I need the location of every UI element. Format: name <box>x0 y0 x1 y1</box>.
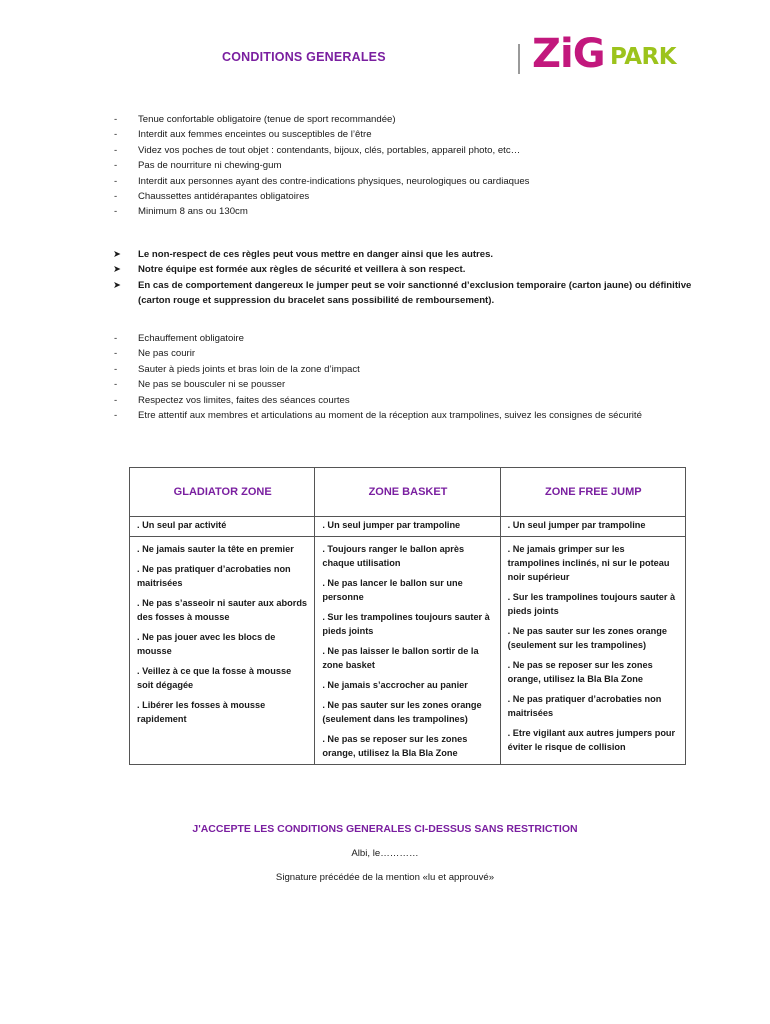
table-header-row <box>130 468 686 517</box>
rule-item: . Etre vigilant aux autres jumpers pour éviter le risque de collision <box>507 728 676 752</box>
table-cell: . Un seul jumper par trampoline <box>507 520 646 530</box>
list-item: - Echauffement obligatoire <box>114 331 674 346</box>
rule-item: . Ne pas se reposer sur les zones orange, utilisez la Bla Bla Zone <box>507 660 653 684</box>
signature-line: Signature précédée de la mention «lu et approuvé» <box>275 872 495 883</box>
list-item: - Ne pas courir <box>114 346 674 361</box>
place-date-line: Albi, le………… <box>351 848 419 859</box>
header-zone-free-jump: ZONE FREE JUMP <box>500 468 685 517</box>
zigpark-logo <box>518 31 708 80</box>
rule-item: . Ne pas lancer le ballon sur une personne <box>322 578 463 602</box>
list-item: - Interdit aux femmes enceintes ou susceptibles de l’être <box>114 127 529 142</box>
warning-text: En cas de comportement dangereux le jumper peut se voir sanctionné d’exclusion temporaire (carton jaune) ou définitive (carton rouge et suppression du bracelet sans possibilité de remboursement). <box>138 279 692 307</box>
rule-item: . Ne pas laisser le ballon sortir de la zone basket <box>322 646 479 670</box>
list-item: - Minimum 8 ans ou 130cm <box>114 204 529 219</box>
rule-item: . Veillez à ce que la fosse à mousse soit dégagée <box>137 666 292 690</box>
list-item: - Etre attentif aux membres et articulations au moment de la réception aux trampolines, suivez les consignes de sécurité <box>114 408 674 423</box>
page-title: CONDITIONS GENERALES <box>222 50 386 64</box>
list-item: - Respectez vos limites, faites des séances courtes <box>114 393 674 408</box>
table-cell: . Un seul par activité <box>137 520 227 530</box>
list-item: - Pas de nourriture ni chewing-gum <box>114 158 529 173</box>
table-row <box>130 517 686 537</box>
rule-item: . Sur les trampolines toujours sauter à pieds joints <box>322 612 490 636</box>
warning-text: Notre équipe est formée aux règles de sécurité et veillera à son respect. <box>138 264 466 276</box>
warning-item <box>113 262 693 277</box>
warning-text: Le non-respect de ces règles peut vous mettre en danger ainsi que les autres. <box>138 249 494 260</box>
warnings-list <box>113 247 693 309</box>
rule-item: . Ne pas jouer avec les blocs de mousse <box>137 632 276 656</box>
list-item: - Videz vos poches de tout objet : contendants, bijoux, clés, portables, appareil photo, etc… <box>114 143 529 158</box>
rule-item: . Ne jamais sauter la tête en premier <box>137 544 294 554</box>
logo-park: PARK <box>610 44 677 70</box>
general-rules-list <box>114 112 529 220</box>
warning-item <box>113 247 693 262</box>
basket-rules-cell <box>315 537 500 765</box>
rule-item: . Ne jamais s’accrocher au panier <box>322 680 468 690</box>
rule-item: . Toujours ranger le ballon après chaque utilisation <box>322 544 465 568</box>
list-item: - Chaussettes antidérapantes obligatoires <box>114 189 529 204</box>
rule-item: . Libérer les fosses à mousse rapidement <box>137 700 266 724</box>
rule-item: . Sur les trampolines toujours sauter à pieds joints <box>507 592 676 616</box>
rule-item: . Ne jamais grimper sur les trampolines inclinés, ni sur le poteau noir supérieur <box>507 544 670 582</box>
arrow-bullet-icon: ➤ <box>113 249 122 260</box>
table-row <box>130 537 686 765</box>
list-item: - Ne pas se bousculer ni se pousser <box>114 377 674 392</box>
arrow-bullet-icon: ➤ <box>113 279 122 291</box>
zones-table <box>129 467 686 765</box>
warning-item <box>113 278 693 309</box>
logo-zig: ZiG <box>532 31 605 77</box>
rule-item: . Ne pas sauter sur les zones orange (seulement sur les trampolines) <box>507 626 667 650</box>
jump-rules-list <box>114 331 674 423</box>
gladiator-rules-cell <box>130 537 315 765</box>
list-item: - Tenue confortable obligatoire (tenue de sport recommandée) <box>114 112 529 127</box>
rule-item: . Ne pas se reposer sur les zones orange, utilisez la Bla Bla Zone <box>322 734 468 758</box>
header-zone-basket: ZONE BASKET <box>315 468 500 517</box>
rule-item: . Ne pas pratiquer d’acrobaties non maitrisées <box>507 694 662 718</box>
table-cell: . Un seul jumper par trampoline <box>322 520 461 530</box>
logo-divider <box>518 44 520 74</box>
rule-item: . Ne pas s’asseoir ni sauter aux abords des fosses à mousse <box>137 598 308 622</box>
arrow-bullet-icon: ➤ <box>113 264 122 276</box>
acceptance-heading: J'ACCEPTE LES CONDITIONS GENERALES CI-DESSUS SANS RESTRICTION <box>192 823 578 835</box>
header-gladiator-zone: GLADIATOR ZONE <box>130 468 315 517</box>
rule-item: . Ne pas pratiquer d’acrobaties non maitrisées <box>137 564 291 588</box>
list-item: - Interdit aux personnes ayant des contre-indications physiques, neurologiques ou cardiaques <box>114 174 529 189</box>
free-jump-rules-cell <box>500 537 685 765</box>
list-item: - Sauter à pieds joints et bras loin de la zone d’impact <box>114 362 674 377</box>
rule-item: . Ne pas sauter sur les zones orange (seulement dans les trampolines) <box>322 700 482 724</box>
